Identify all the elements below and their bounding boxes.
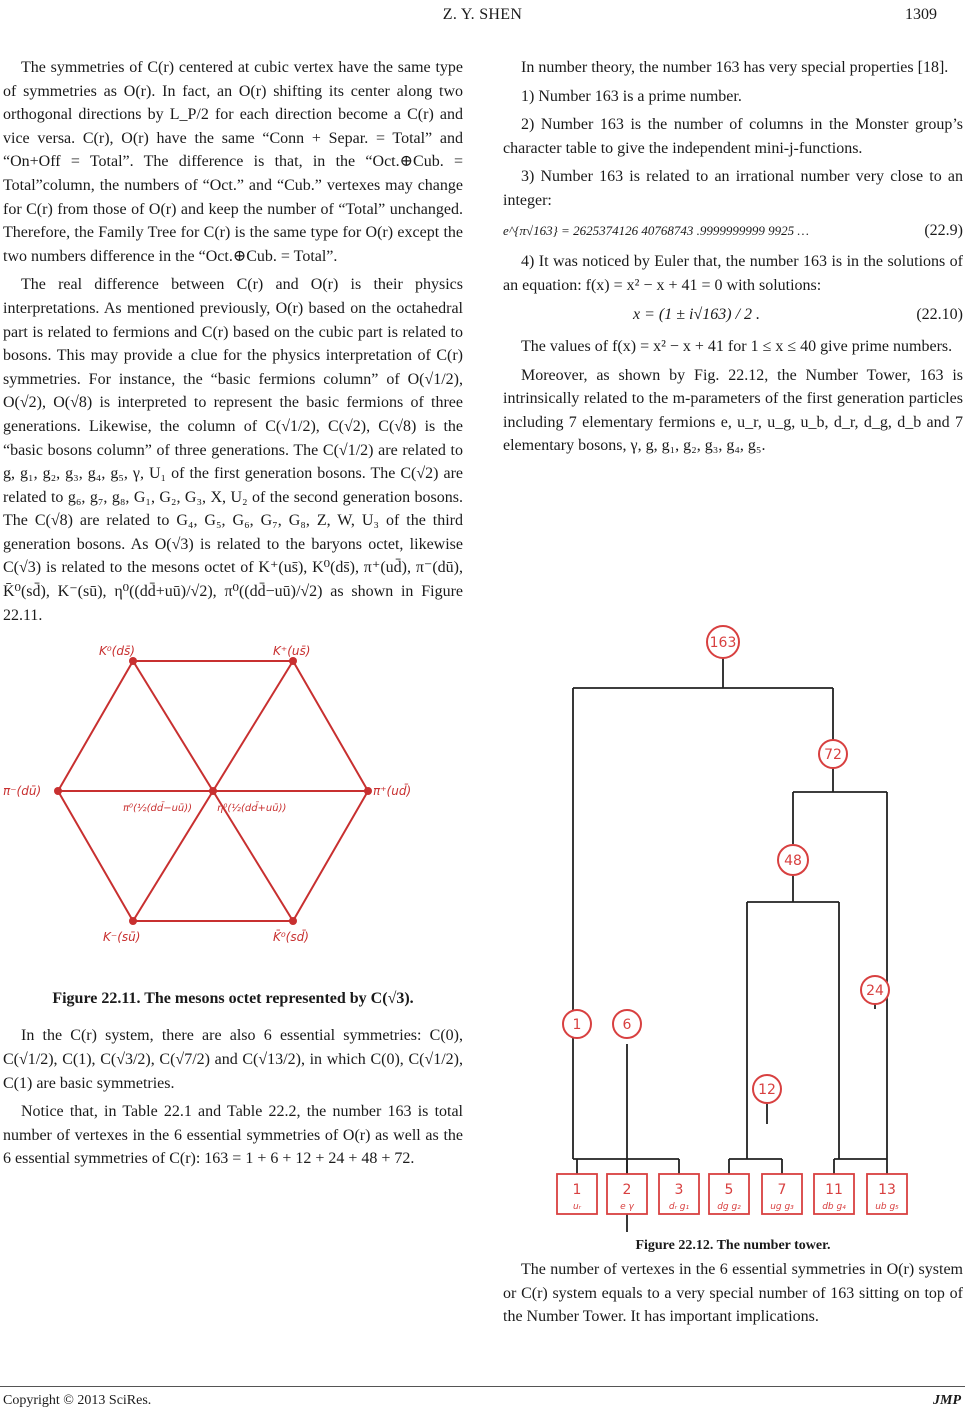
- footer-copyright: Copyright © 2013 SciRes.: [3, 1393, 152, 1408]
- tower-box-5: 5: [724, 1182, 734, 1198]
- label-eta0: η⁰(½(dd̄+uū)): [217, 803, 287, 815]
- running-header-author: Z. Y. SHEN: [442, 6, 523, 23]
- tower-circle-72: 72: [824, 747, 842, 763]
- list-item-monster: 2) Number 163 is the number of columns in the Monster group’s character table to give the independent mini-j-functions.: [503, 116, 963, 157]
- figure-22-11-caption: Figure 22.11. The mesons octet represented by C(√3).: [52, 989, 414, 1007]
- equation-22-9-body: e^{π√163} = 2625374126 40768743 .9999999999 9925 …: [503, 222, 809, 238]
- mesons-octet-hexagon: [3, 643, 463, 973]
- equation-22-9-number: (22.9): [924, 221, 963, 239]
- figure-number-tower: [549, 614, 929, 1237]
- label-kbar0: K̄⁰(sd̄): [273, 930, 309, 945]
- equation-22-9: [503, 219, 963, 243]
- tower-box-1-particles: uᵣ: [572, 1202, 582, 1212]
- footer-journal: JMP: [933, 1393, 961, 1408]
- list-item-irrational: 3) Number 163 is related to an irrational number very close to an integer:: [503, 168, 963, 209]
- tower-box-2: 2: [622, 1182, 632, 1198]
- figure-mesons-octet: [3, 643, 463, 981]
- list-item-prime: 1) Number 163 is a prime number.: [521, 87, 742, 105]
- tower-box-7: 7: [777, 1182, 787, 1198]
- figure-22-12-caption: Figure 22.12. The number tower.: [635, 1238, 831, 1253]
- tower-circle-163: 163: [709, 635, 737, 651]
- tower-box-5-particles: dg g₂: [717, 1202, 741, 1212]
- paragraph-163-total: Notice that, in Table 22.1 and Table 22.2, the number 163 is total number of vertexes in the 6 essential symmetries of O(r) as well as the 6 essential symmetries of C(r): 163 = 1 + 6 + 12 + 24 + 48 + 72.: [3, 1103, 463, 1168]
- label-pi0: π⁰(½(dd̄−uū)): [123, 803, 193, 815]
- label-k0: K⁰(ds̄): [99, 644, 135, 659]
- tower-box-1: 1: [572, 1182, 582, 1198]
- label-kplus: K⁺(us̄): [273, 644, 311, 659]
- paragraph-number-theory: In number theory, the number 163 has very special properties [18].: [521, 59, 949, 76]
- paragraph-physics-interpretation: The real difference between C(r) and O(r) is their physics interpretations. As mentioned previously, O(r) based on the octahedral part is related to fermions and C(r) based on the cubic part is related to bosons. This may provide a clue for the physics interpretation of C(r) symmetries. For instance, the “basic fermions column” of O(√1/2), O(√2), O(√8) is interpreted to represent the basic fermions of three generations. Likewise, the column of C(√1/2), C(√2), C(√8) is the “basic bosons column” of three generations. The C(√1/2) are related to g, g₁, g₂, g₃, g₄, g₅, γ, U₁ of the first generation bosons. The C(√2) are related to g₆, g₇, g₈, G₁, G₂, G₃, X, U₂ of the second generation bosons. The C(√8) are related to G₄, G₅, G₆, G₇, G₈, Z, W, U₃ of the third generation bosons. As O(√3) is related to the baryons octet, likewise C(√3) is related to the mesons octet of K⁺(us̄), K⁰(ds̄), π⁺(ud̄), π⁻(dū), K̄⁰(sd̄), K⁻(sū), η⁰((dd̄+uū)/√2), π⁰((dd̄−uū)/√2) as shown in Figure 22.11.: [3, 276, 463, 624]
- paragraph-prime-values: The values of f(x) = x² − x + 41 for 1 ≤ x ≤ 40 give prime numbers.: [521, 337, 953, 355]
- tower-box-7-particles: ug g₃: [770, 1202, 794, 1212]
- footer-divider: [0, 1386, 965, 1387]
- paragraph-six-essential: In the C(r) system, there are also 6 essential symmetries: C(0), C(√1/2), C(1), C(√3/2), C(√7/2) and C(√13/2), in which C(0), C(√1/2), C(1) are basic symmetries.: [3, 1027, 463, 1092]
- number-tower-diagram: [549, 614, 929, 1232]
- tower-circle-12: 12: [758, 1082, 776, 1098]
- tower-box-2-particles: e γ: [620, 1202, 634, 1212]
- tower-box-3-particles: dᵣ g₁: [668, 1202, 690, 1212]
- page-number: 1309: [905, 6, 937, 23]
- right-column: [503, 56, 963, 463]
- tower-circle-6: 6: [622, 1017, 632, 1033]
- tower-box-3: 3: [674, 1182, 684, 1198]
- tower-box-13-particles: ub g₅: [875, 1202, 899, 1212]
- equation-22-10-number: (22.10): [916, 306, 963, 324]
- left-column: [3, 56, 463, 1176]
- label-piminus: π⁻(dū): [3, 784, 42, 799]
- paragraph-163-implications: The number of vertexes in the 6 essential symmetries in O(r) system or C(r) system equals to a very special number of 163 sitting on top of the Number Tower. It has important implications.: [503, 1261, 963, 1326]
- tower-circle-1: 1: [572, 1017, 582, 1033]
- tower-box-11-particles: db g₄: [822, 1202, 846, 1212]
- tower-box-11: 11: [825, 1182, 843, 1198]
- list-item-euler: 4) It was noticed by Euler that, the number 163 is in the solutions of an equation: f(x) = x² − x + 41 = 0 with solutions:: [503, 253, 963, 294]
- paragraph-number-tower: Moreover, as shown by Fig. 22.12, the Number Tower, 163 is intrinsically related to the m-parameters of the first generation particles including 7 elementary fermions e, u_r, u_g, u_b, d_r, d_g, d_b and 7 elementary bosons, γ, g, g₁, g₂, g₃, g₄, g₅.: [503, 366, 963, 455]
- label-piplus: π⁺(ud̄): [373, 784, 412, 799]
- tower-circle-24: 24: [866, 983, 884, 999]
- paragraph-c-symmetries: The symmetries of C(r) centered at cubic vertex have the same type of symmetries as O(r). In fact, an O(r) shifting its center along two orthogonal directions by L_P/2 for each direction become a C(r) and vice versa. C(r), O(r) have the same “Conn + Separ. = Total” and “On+Off = Total”. The difference is that, in the “Oct.⊕Cub. = Total”column, the numbers of “Oct.” and “Cub.” vertexes may change for C(r) from those of O(r) and keep the number of “Total” unchanged. Therefore, the Family Tree for C(r) is the same type for O(r) except the two numbers difference in the “Oct.⊕Cub. = Total”.: [3, 59, 463, 265]
- right-column-bottom: [503, 1258, 963, 1334]
- tower-box-13: 13: [878, 1182, 896, 1198]
- tower-circle-48: 48: [784, 853, 802, 869]
- label-kminus: K⁻(sū): [103, 930, 141, 945]
- equation-22-10-body: x = (1 ± i√163) / 2 .: [633, 306, 761, 324]
- equation-22-10: [503, 303, 963, 327]
